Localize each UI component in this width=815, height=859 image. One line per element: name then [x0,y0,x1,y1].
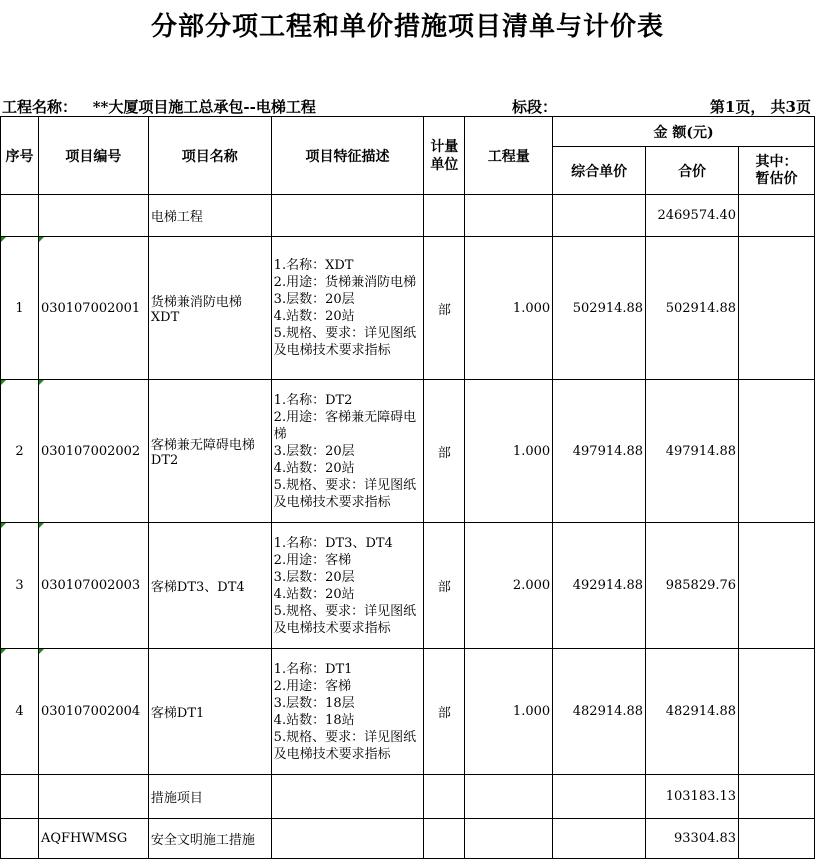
header-name: 项目名称 [148,117,271,195]
row-unit: 部 [424,649,465,775]
pricing-table [0,116,815,859]
table-row [1,380,815,523]
header-amount: 金 额(元) [553,117,815,147]
row-provisional [739,775,815,819]
row-provisional [739,819,815,859]
table-body [1,195,815,859]
row-total: 482914.88 [646,649,739,775]
header-desc: 项目特征描述 [271,117,424,195]
row-unit-price: 497914.88 [553,380,646,523]
row-name: 措施项目 [148,775,271,819]
row-seq: 1 [1,237,39,380]
table-row [1,523,815,649]
row-seq [1,819,39,859]
row-code: AQFHWMSG [38,819,148,859]
row-qty: 1.000 [465,380,553,523]
row-desc: 1.名称：DT3、DT4 2.用途：客梯 3.层数：20层 4.站数：20站 5.规格、要求：详见图纸及电梯技术要求指标 [271,523,424,649]
row-code: 030107002003 [38,523,148,649]
table-row [1,237,815,380]
table-row [1,775,815,819]
row-desc: 1.名称：DT1 2.用途：客梯 3.层数：18层 4.站数：18站 5.规格、要求：详见图纸及电梯技术要求指标 [271,649,424,775]
page-info: 第1页， 共3页 [709,98,811,116]
header-total: 合价 [646,147,739,195]
row-qty [465,819,553,859]
row-unit: 部 [424,380,465,523]
row-desc [271,195,424,237]
row-desc: 1.名称：DT2 2.用途：客梯兼无障碍电梯 3.层数：20层 4.站数：20站 5.规格、要求：详见图纸及电梯技术要求指标 [271,380,424,523]
row-unit [424,819,465,859]
row-total: 985829.76 [646,523,739,649]
row-unit-price [553,775,646,819]
row-seq: 3 [1,523,39,649]
row-unit-price: 482914.88 [553,649,646,775]
row-total: 502914.88 [646,237,739,380]
row-name: 货梯兼消防电梯XDT [148,237,271,380]
row-unit: 部 [424,237,465,380]
row-qty: 1.000 [465,237,553,380]
row-desc: 1.名称：XDT 2.用途：货梯兼消防电梯 3.层数：20层 4.站数：20站 5.规格、要求：详见图纸及电梯技术要求指标 [271,237,424,380]
project-info [2,96,316,117]
row-code: 030107002004 [38,649,148,775]
header-qty: 工程量 [465,117,553,195]
row-code: 030107002002 [38,380,148,523]
header-unit: 计量 单位 [424,117,465,195]
row-desc [271,819,424,859]
row-seq [1,195,39,237]
row-unit [424,195,465,237]
row-unit-price: 502914.88 [553,237,646,380]
row-name: 客梯DT3、DT4 [148,523,271,649]
row-code [38,775,148,819]
row-unit-price: 492914.88 [553,523,646,649]
row-provisional [739,195,815,237]
row-qty [465,195,553,237]
row-name: 安全文明施工措施 [148,819,271,859]
row-qty: 1.000 [465,649,553,775]
row-provisional [739,523,815,649]
row-seq: 2 [1,380,39,523]
row-unit: 部 [424,523,465,649]
row-desc [271,775,424,819]
table-row [1,649,815,775]
row-seq [1,775,39,819]
row-total: 93304.83 [646,819,739,859]
row-name: 电梯工程 [148,195,271,237]
row-total: 2469574.40 [646,195,739,237]
table-row [1,819,815,859]
row-qty [465,775,553,819]
header-code: 项目编号 [38,117,148,195]
header-seq: 序号 [1,117,39,195]
row-name: 客梯DT1 [148,649,271,775]
project-name: **大厦项目施工总承包--电梯工程 [92,98,316,116]
table-row [1,195,815,237]
row-qty: 2.000 [465,523,553,649]
row-code: 030107002001 [38,237,148,380]
row-unit-price [553,819,646,859]
row-name: 客梯兼无障碍电梯DT2 [148,380,271,523]
header-unit-price: 综合单价 [553,147,646,195]
row-unit [424,775,465,819]
row-provisional [739,237,815,380]
row-provisional [739,649,815,775]
row-total: 103183.13 [646,775,739,819]
row-provisional [739,380,815,523]
project-label: 工程名称： [2,98,78,116]
row-unit-price [553,195,646,237]
row-total: 497914.88 [646,380,739,523]
row-seq: 4 [1,649,39,775]
section-label: 标段： [512,98,558,116]
header-provisional: 其中： 暂估价 [739,147,815,195]
row-code [38,195,148,237]
page-title: 分部分项工程和单价措施项目清单与计价表 [150,12,664,42]
